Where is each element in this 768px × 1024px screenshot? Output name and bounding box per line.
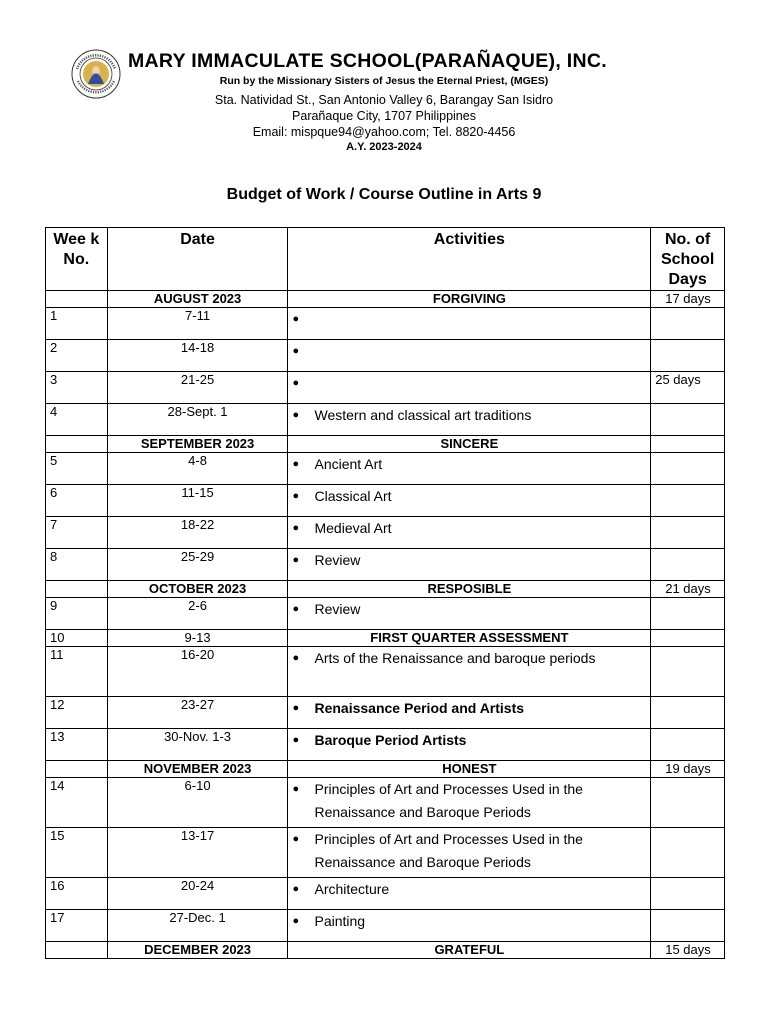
week-cell-empty [46,761,108,778]
week-dates: 7-11 [107,308,288,340]
table-row [46,549,725,581]
school-seal-logo [71,49,121,99]
week-number: 4 [46,404,108,436]
activity-cell [288,910,651,942]
week-dates: 20-24 [107,878,288,910]
activity-text: Arts of the Renaissance and baroque periods [314,650,596,666]
school-days-count [651,630,725,647]
school-days-count [651,308,725,340]
activity-bullet-item [292,697,646,720]
activity-bullet-item [292,485,646,508]
run-by-line: Run by the Missionary Sisters of Jesus the Eternal Priest, (MGES) [219,75,549,87]
week-number: 15 [46,828,108,878]
activity-cell [288,598,651,630]
week-cell-empty [46,291,108,308]
header-activities: Activities [288,228,651,291]
bullet-icon: ● [292,833,300,845]
activity-bullet-item [292,828,646,874]
bullet-icon: ● [292,377,300,389]
activity-text: Principles of Art and Processes Used in the Renaissance and Baroque Periods [314,781,583,820]
activity-bullet-item [292,598,646,621]
contact-line: Email: mispque94@yahoo.com; Tel. 8820-4456 [252,125,516,139]
activity-cell [288,778,651,828]
bullet-icon: ● [292,490,300,502]
week-number: 13 [46,729,108,761]
bullet-icon: ● [292,313,300,325]
week-cell-empty [46,436,108,453]
activity-bullet-item [292,453,646,476]
table-row [46,372,725,404]
header-school-days: No. of School Days [651,228,725,291]
school-days-count [651,404,725,436]
assessment-label: FIRST QUARTER ASSESSMENT [288,630,651,647]
activity-cell [288,697,651,729]
month-label: SEPTEMBER 2023 [107,436,288,453]
activity-text: Renaissance Period and Artists [314,700,525,716]
course-outline-table [45,227,725,959]
week-dates: 21-25 [107,372,288,404]
month-header-row [46,942,725,959]
week-number: 10 [46,630,108,647]
table-row [46,828,725,878]
school-days-count: 15 days [651,942,725,959]
week-number: 14 [46,778,108,828]
month-value-theme: GRATEFUL [288,942,651,959]
month-label: OCTOBER 2023 [107,581,288,598]
activity-text: Baroque Period Artists [314,732,467,748]
week-dates: 13-17 [107,828,288,878]
activity-bullet-item [292,778,646,824]
activity-cell [288,372,651,404]
week-dates: 23-27 [107,697,288,729]
school-days-count: 17 days [651,291,725,308]
bullet-icon: ● [292,783,300,795]
activity-cell [288,878,651,910]
activity-bullet-item [292,729,646,752]
week-dates: 30-Nov. 1-3 [107,729,288,761]
week-number: 7 [46,517,108,549]
table-row [46,453,725,485]
bullet-icon: ● [292,702,300,714]
school-days-count [651,778,725,828]
activity-bullet-item [292,372,646,395]
activity-text: Western and classical art traditions [314,407,532,423]
header-week: Wee k No. [46,228,108,291]
table-row [46,517,725,549]
table-row [46,697,725,729]
week-cell-empty [46,581,108,598]
activity-cell [288,729,651,761]
activity-bullet-item [292,340,646,363]
bullet-icon: ● [292,345,300,357]
header-date: Date [107,228,288,291]
week-cell-empty [46,942,108,959]
bullet-icon: ● [292,603,300,615]
week-dates: 9-13 [107,630,288,647]
week-dates: 11-15 [107,485,288,517]
school-days-count [651,729,725,761]
bullet-icon: ● [292,522,300,534]
week-number: 1 [46,308,108,340]
month-header-row [46,436,725,453]
school-days-count [651,828,725,878]
table-row [46,878,725,910]
week-dates: 14-18 [107,340,288,372]
month-label: NOVEMBER 2023 [107,761,288,778]
school-days-count [651,697,725,729]
activity-bullet-item [292,549,646,572]
week-dates: 4-8 [107,453,288,485]
table-row [46,340,725,372]
school-days-count [651,340,725,372]
school-days-count: 21 days [651,581,725,598]
school-days-count [651,453,725,485]
table-row [46,647,725,697]
activity-text: Architecture [314,881,390,897]
activity-bullet-item [292,517,646,540]
month-value-theme: HONEST [288,761,651,778]
table-row [46,598,725,630]
month-header-row [46,581,725,598]
week-dates: 25-29 [107,549,288,581]
week-number: 2 [46,340,108,372]
week-dates: 2-6 [107,598,288,630]
activity-text: Classical Art [314,488,392,504]
school-days-count [651,517,725,549]
week-dates: 28-Sept. 1 [107,404,288,436]
bullet-icon: ● [292,734,300,746]
school-days-count [651,549,725,581]
activity-bullet-item [292,647,646,670]
week-dates: 18-22 [107,517,288,549]
activity-cell [288,340,651,372]
bullet-icon: ● [292,652,300,664]
week-number: 9 [46,598,108,630]
activity-bullet-item [292,404,646,427]
activity-bullet-item [292,308,646,331]
table-header-row [46,228,725,291]
bullet-icon: ● [292,554,300,566]
month-label: AUGUST 2023 [107,291,288,308]
address-line-2: Parañaque City, 1707 Philippines [292,109,476,123]
bullet-icon: ● [292,883,300,895]
activity-cell [288,308,651,340]
school-days-count [651,647,725,697]
table-row [46,910,725,942]
school-days-count [651,436,725,453]
table-row [46,729,725,761]
week-dates: 27-Dec. 1 [107,910,288,942]
school-days-count: 25 days [651,372,725,404]
activity-bullet-item [292,910,646,933]
school-name: MARY IMMACULATE SCHOOL(PARAÑAQUE), INC. [128,50,607,72]
month-value-theme: FORGIVING [288,291,651,308]
school-days-count [651,485,725,517]
activity-cell [288,549,651,581]
week-number: 8 [46,549,108,581]
activity-cell [288,828,651,878]
week-number: 6 [46,485,108,517]
month-label: DECEMBER 2023 [107,942,288,959]
table-row [46,778,725,828]
academic-year: A.Y. 2023-2024 [346,141,422,153]
week-dates: 6-10 [107,778,288,828]
week-dates: 16-20 [107,647,288,697]
activity-cell [288,517,651,549]
school-days-count [651,878,725,910]
activity-text: Principles of Art and Processes Used in the Renaissance and Baroque Periods [314,831,583,870]
month-value-theme: RESPOSIBLE [288,581,651,598]
activity-cell [288,453,651,485]
school-days-count [651,598,725,630]
address-line-1: Sta. Natividad St., San Antonio Valley 6, Barangay San Isidro [214,93,554,107]
activity-cell [288,485,651,517]
week-number: 11 [46,647,108,697]
week-number: 3 [46,372,108,404]
table-row [46,485,725,517]
month-value-theme: SINCERE [288,436,651,453]
activity-text: Medieval Art [314,520,392,536]
week-number: 16 [46,878,108,910]
activity-text: Review [314,601,361,617]
bullet-icon: ● [292,409,300,421]
document-title: Budget of Work / Course Outline in Arts 9 [226,186,542,203]
bullet-icon: ● [292,458,300,470]
month-header-row [46,291,725,308]
week-number: 17 [46,910,108,942]
activity-cell [288,404,651,436]
activity-text: Ancient Art [314,456,383,472]
table-row [46,308,725,340]
month-header-row [46,761,725,778]
table-body [46,291,725,959]
activity-bullet-item [292,878,646,901]
table-row [46,404,725,436]
activity-text: Review [314,552,361,568]
activity-text: Painting [314,913,366,929]
week-number: 12 [46,697,108,729]
school-days-count [651,910,725,942]
bullet-icon: ● [292,915,300,927]
week-number: 5 [46,453,108,485]
activity-cell [288,647,651,697]
table-row [46,630,725,647]
school-days-count: 19 days [651,761,725,778]
